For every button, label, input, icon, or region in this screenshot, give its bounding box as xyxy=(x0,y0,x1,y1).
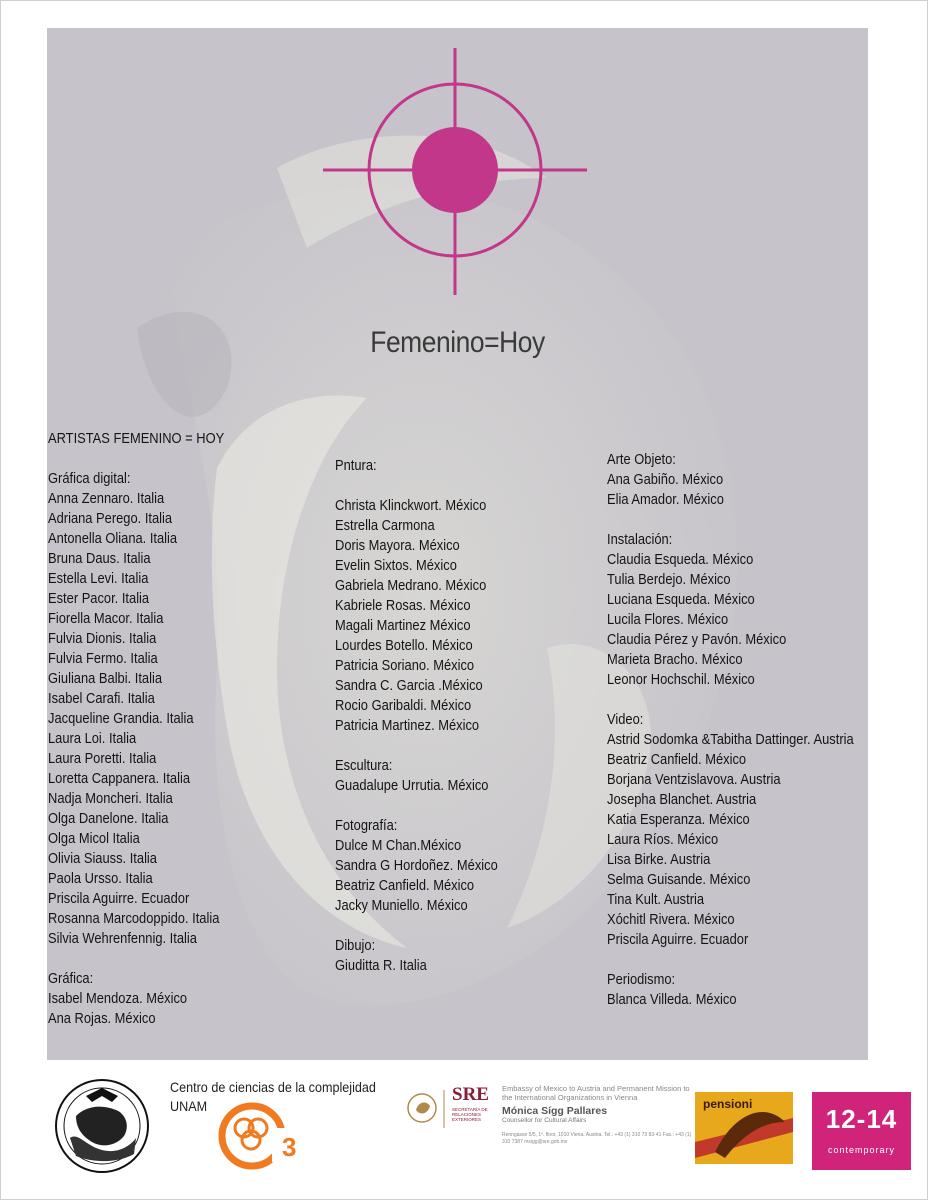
artist-list xyxy=(335,496,498,736)
artist-item: Ester Pacor. Italia xyxy=(48,590,150,607)
logo-1214-subtitle: contemporary xyxy=(827,1145,896,1155)
artist-item: Evelin Sixtos. México xyxy=(335,557,457,574)
artist-item: Katia Esperanza. México xyxy=(607,811,750,828)
section-label: Instalación: xyxy=(607,531,673,548)
artist-item: Marieta Bracho. México xyxy=(607,651,743,668)
artist-item: Giuliana Balbi. Italia xyxy=(48,670,163,687)
artist-item: Rocio Garibaldi. México xyxy=(335,697,472,714)
artist-item: Priscila Aguirre. Ecuador xyxy=(48,890,190,907)
artist-item: Jacky Muniello. México xyxy=(335,897,468,914)
artists-column-3 xyxy=(607,450,854,1030)
crosshair-target-icon xyxy=(323,48,587,295)
embassy-contact-role: Counsellor for Cultural Affairs xyxy=(502,1117,587,1124)
artist-item: Olga Danelone. Italia xyxy=(48,810,169,827)
artist-item: Laura Poretti. Italia xyxy=(48,750,157,767)
artist-item: Bruna Daus. Italia xyxy=(48,550,151,567)
artist-item: Estella Levi. Italia xyxy=(48,570,149,587)
artist-item: Josepha Blanchet. Austria xyxy=(607,791,757,808)
artist-item: Olga Micol Italia xyxy=(48,830,140,847)
artist-item: Selma Guisande. México xyxy=(607,871,751,888)
artist-item: Lucila Flores. México xyxy=(607,611,729,628)
artist-item: Jacqueline Grandia. Italia xyxy=(48,710,194,727)
artist-list xyxy=(335,836,498,916)
artist-item: Dulce M Chan.México xyxy=(335,837,462,854)
artist-item: Anna Zennaro. Italia xyxy=(48,490,165,507)
artist-item: Laura Loi. Italia xyxy=(48,730,137,747)
artists-column-2 xyxy=(335,456,498,996)
section-label: Escultura: xyxy=(335,757,393,774)
c3-logo xyxy=(218,1098,306,1174)
section-grafica xyxy=(48,969,224,1029)
c3-line-2: UNAM xyxy=(170,1098,208,1114)
artist-item: Antonella Oliana. Italia xyxy=(48,530,178,547)
artist-list xyxy=(48,489,224,949)
section-label: Fotografía: xyxy=(335,817,398,834)
section-label: Pntura: xyxy=(335,457,377,474)
artist-item: Loretta Cappanera. Italia xyxy=(48,770,191,787)
artist-item: Christa Klinckwort. México xyxy=(335,497,487,514)
section-label: Gráfica digital: xyxy=(48,470,131,487)
section-label: Gráfica: xyxy=(48,970,94,987)
section-arte-objeto xyxy=(607,450,854,510)
c3-line-1: Centro de ciencias de la complejidad xyxy=(170,1079,376,1095)
artist-item: Doris Mayora. México xyxy=(335,537,460,554)
artist-item: Luciana Esqueda. México xyxy=(607,591,755,608)
section-pintura xyxy=(335,456,498,736)
artist-item: Elia Amador. México xyxy=(607,491,724,508)
artist-list xyxy=(607,550,854,690)
artist-item: Laura Ríos. México xyxy=(607,831,719,848)
pensioni-logo xyxy=(695,1092,793,1164)
embassy-contact-name: Mónica Sígg Pallares xyxy=(502,1105,608,1117)
artist-item: Patricia Soriano. México xyxy=(335,657,475,674)
artist-item: Estrella Carmona xyxy=(335,517,435,534)
section-video xyxy=(607,710,854,950)
page-title: Femenino=Hoy xyxy=(370,326,545,359)
section-fotografia xyxy=(335,816,498,916)
section-escultura xyxy=(335,756,498,796)
c3-logo-number: 3 xyxy=(282,1132,297,1162)
artist-item: Rosanna Marcodoppido. Italia xyxy=(48,910,220,927)
section-dibujo xyxy=(335,936,498,976)
artist-item: Lourdes Botello. México xyxy=(335,637,473,654)
artist-item: Claudia Pérez y Pavón. México xyxy=(607,631,787,648)
section-instalacion xyxy=(607,530,854,690)
artist-item: Leonor Hochschil. México xyxy=(607,671,755,688)
artist-item: Borjana Ventzislavova. Austria xyxy=(607,771,781,788)
artist-item: Patricia Martinez. México xyxy=(335,717,480,734)
artist-list xyxy=(607,990,854,1010)
artist-item: Olivia Siauss. Italia xyxy=(48,850,157,867)
artist-item: Fulvia Fermo. Italia xyxy=(48,650,158,667)
artist-item: Beatriz Canfield. México xyxy=(607,751,747,768)
section-grafica-digital xyxy=(48,469,224,949)
pensioni-logo-text: pensioni xyxy=(703,1097,753,1111)
section-periodismo xyxy=(607,970,854,1010)
artists-column-1 xyxy=(48,429,224,1049)
artist-item: Xóchitl Rivera. México xyxy=(607,911,735,928)
artist-item: Fiorella Macor. Italia xyxy=(48,610,164,627)
artist-list xyxy=(48,989,224,1029)
artist-item: Beatriz Canfield. México xyxy=(335,877,475,894)
embassy-address: Renngasse 5/5, 1º. floor, 1010 Viena, Austria. Tel.: +43 (1) 310 73 83-41 Fax.: +43 (1) 310 7387 msigg@sre.gob.mx xyxy=(502,1132,692,1145)
artist-list xyxy=(335,776,498,796)
contemporary-12-14-logo xyxy=(812,1092,911,1170)
unam-seal-logo xyxy=(46,1076,158,1176)
section-label: Arte Objeto: xyxy=(607,451,676,468)
artist-list xyxy=(607,730,854,950)
artist-item: Ana Gabiño. México xyxy=(607,471,724,488)
artist-item: Lisa Birke. Austria xyxy=(607,851,711,868)
artist-item: Isabel Mendoza. México xyxy=(48,990,188,1007)
embassy-line: Embassy of Mexico to Austria and Permanent Mission to the International Organizations in Vienna xyxy=(502,1084,690,1102)
logo-1214-number: 12-14 xyxy=(825,1104,898,1134)
section-label: Dibujo: xyxy=(335,937,376,954)
sre-subtitle: SECRETARÍA DE RELACIONES EXTERIORES xyxy=(452,1107,488,1122)
artists-heading: ARTISTAS FEMENINO = HOY xyxy=(48,430,225,447)
artist-item: Astrid Sodomka &Tabitha Dattinger. Austria xyxy=(607,731,854,748)
artist-item: Sandra C. Garcia .México xyxy=(335,677,483,694)
artist-item: Silvia Wehrenfennig. Italia xyxy=(48,930,197,947)
artist-item: Isabel Carafi. Italia xyxy=(48,690,155,707)
artist-item: Claudia Esqueda. México xyxy=(607,551,754,568)
sre-wordmark: SRE xyxy=(452,1084,489,1105)
artist-list xyxy=(607,470,854,510)
embassy-contact-block xyxy=(502,1084,692,1146)
section-label: Periodismo: xyxy=(607,971,676,988)
section-label: Video: xyxy=(607,711,644,728)
artist-item: Priscila Aguirre. Ecuador xyxy=(607,931,749,948)
artist-item: Ana Rojas. México xyxy=(48,1010,156,1027)
artist-item: Tina Kult. Austria xyxy=(607,891,705,908)
artist-item: Magali Martinez México xyxy=(335,617,471,634)
artist-item: Kabriele Rosas. México xyxy=(335,597,471,614)
artist-item: Guadalupe Urrutia. México xyxy=(335,777,489,794)
artist-item: Blanca Villeda. México xyxy=(607,991,737,1008)
artist-item: Adriana Perego. Italia xyxy=(48,510,173,527)
artist-item: Paola Ursso. Italia xyxy=(48,870,153,887)
artist-item: Sandra G Hordoñez. México xyxy=(335,857,498,874)
artist-item: Nadja Moncheri. Italia xyxy=(48,790,173,807)
artist-item: Tulia Berdejo. México xyxy=(607,571,731,588)
artist-item: Fulvia Dionis. Italia xyxy=(48,630,157,647)
artist-item: Giuditta R. Italia xyxy=(335,957,427,974)
artist-list xyxy=(335,956,498,976)
artist-item: Gabriela Medrano. México xyxy=(335,577,487,594)
